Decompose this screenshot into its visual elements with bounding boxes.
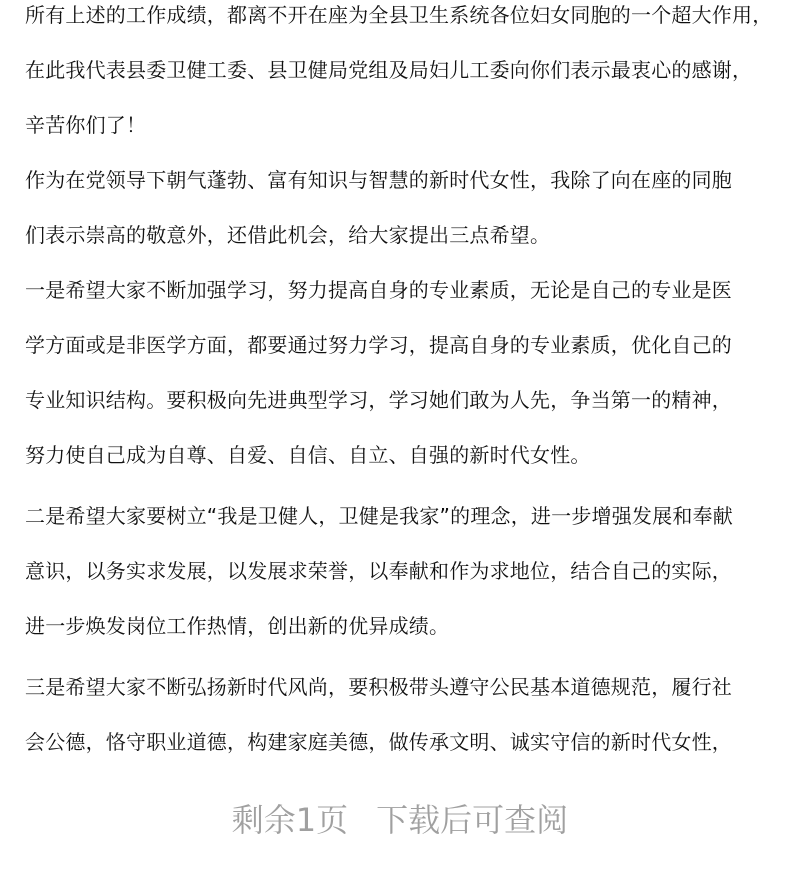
download-prompt[interactable]: [0, 795, 800, 841]
text-line: 所有上述的工作成绩，都离不开在座为全县卫生系统各位妇女同胞的一个超大作用，: [25, 3, 773, 27]
text-line: 会公德，恪守职业道德，构建家庭美德，做传承文明、诚实守信的新时代女性，: [25, 730, 732, 754]
remaining-pages-label: 剩余1页: [231, 801, 349, 839]
document-body: [25, 0, 795, 770]
text-line: 一是希望大家不断加强学习，努力提高自身的专业素质，无论是自己的专业是医: [25, 278, 732, 302]
text-line: 辛苦你们了！: [25, 113, 147, 137]
text-line: 专业知识结构。要积极向先进典型学习，学习她们敢为人先，争当第一的精神，: [25, 388, 732, 412]
download-to-view-label: 下载后可查阅: [376, 801, 569, 839]
text-line: 在此我代表县委卫健工委、县卫健局党组及局妇儿工委向你们表示最衷心的感谢，: [25, 58, 753, 82]
text-line: 作为在党领导下朝气蓬勃、富有知识与智慧的新时代女性，我除了向在座的同胞: [25, 168, 732, 192]
text-line: 意识，以务实求发展，以发展求荣誉，以奉献和作为求地位，结合自己的实际，: [25, 559, 732, 583]
text-line: 们表示崇高的敬意外，还借此机会，给大家提出三点希望。: [25, 223, 551, 247]
text-line: 三是希望大家不断弘扬新时代风尚，要积极带头遵守公民基本道德规范，履行社: [25, 675, 732, 699]
text-line: 努力使自己成为自尊、自爱、自信、自立、自强的新时代女性。: [25, 443, 591, 467]
text-line: 进一步焕发岗位工作热情，创出新的优异成绩。: [25, 614, 450, 638]
text-line: 二是希望大家要树立“我是卫健人，卫健是我家”的理念，进一步增强发展和奉献: [25, 504, 733, 528]
text-line: 学方面或是非医学方面，都要通过努力学习，提高自身的专业素质，优化自己的: [25, 333, 732, 357]
